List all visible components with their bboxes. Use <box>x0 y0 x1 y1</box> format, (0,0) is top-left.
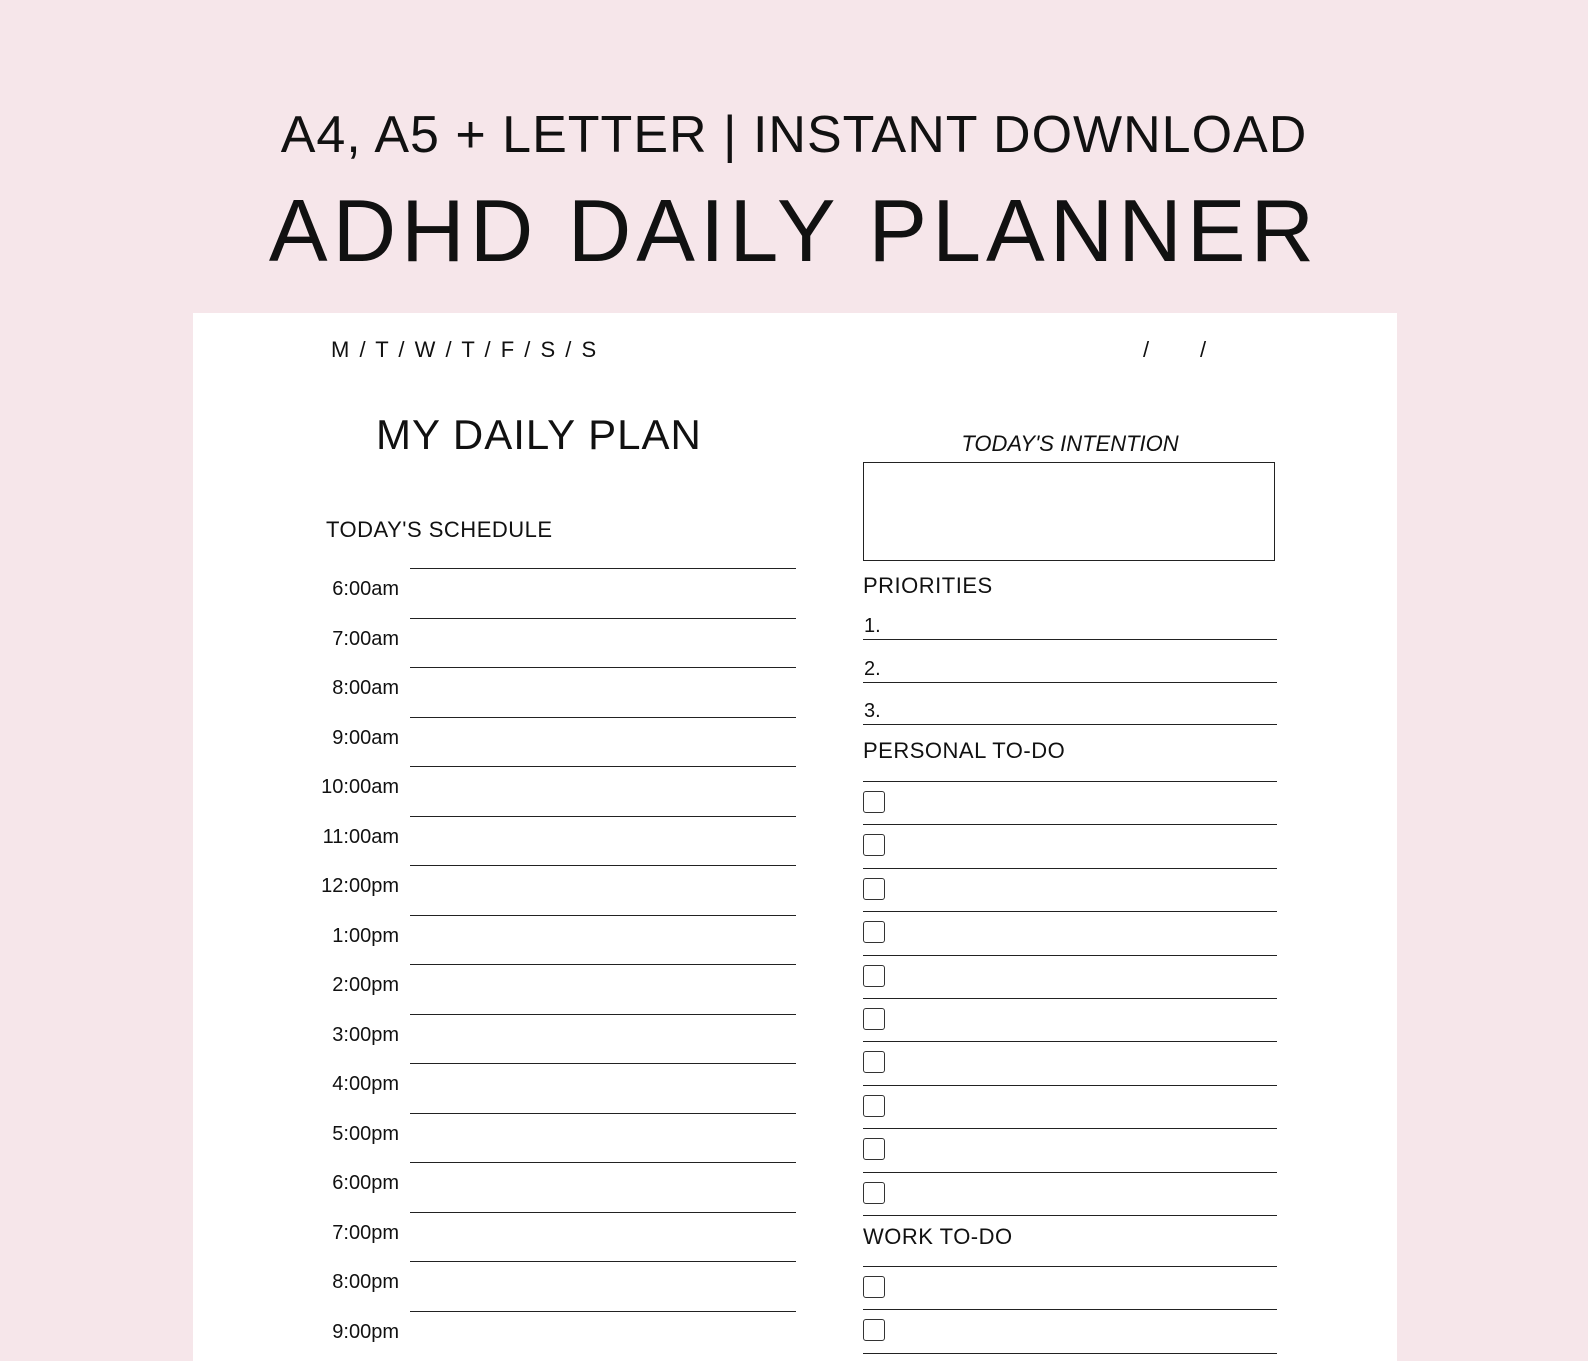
time-label: 4:00pm <box>332 1073 399 1095</box>
time-label: 8:00pm <box>332 1271 399 1293</box>
schedule-line[interactable] <box>410 717 796 718</box>
time-label: 9:00am <box>332 726 399 749</box>
priority-line[interactable] <box>863 724 1277 725</box>
todo-checkbox[interactable] <box>863 878 885 900</box>
schedule-line[interactable] <box>410 618 796 619</box>
time-label: 3:00pm <box>332 1023 399 1046</box>
todo-checkbox[interactable] <box>863 1182 885 1204</box>
priority-line[interactable] <box>863 682 1277 683</box>
todo-line[interactable] <box>863 1309 1277 1310</box>
todo-line[interactable] <box>863 998 1277 999</box>
intention-title: TODAY'S INTENTION <box>961 431 1179 456</box>
time-label: 6:00pm <box>332 1172 399 1194</box>
weekday-selector: M / T / W / T / F / S / S <box>331 337 599 362</box>
planner-sheet <box>193 313 1397 1361</box>
schedule-line[interactable] <box>410 816 796 817</box>
schedule-line[interactable] <box>410 1261 796 1262</box>
time-label: 5:00pm <box>332 1122 399 1145</box>
todo-line[interactable] <box>863 1172 1277 1173</box>
schedule-line[interactable] <box>410 766 796 767</box>
time-label: 12:00pm <box>321 875 399 897</box>
todo-checkbox[interactable] <box>863 791 885 813</box>
todo-line[interactable] <box>863 955 1277 956</box>
schedule-line[interactable] <box>410 568 796 569</box>
work-todo-title: WORK TO-DO <box>863 1224 1013 1249</box>
schedule-line[interactable] <box>410 915 796 916</box>
schedule-line[interactable] <box>410 964 796 965</box>
todo-line[interactable] <box>863 911 1277 912</box>
time-label: 11:00am <box>322 825 399 848</box>
product-title: ADHD DAILY PLANNER <box>268 181 1320 280</box>
schedule-line[interactable] <box>410 667 796 668</box>
time-label: 8:00am <box>332 677 399 699</box>
todo-line <box>863 1266 1277 1267</box>
todo-checkbox[interactable] <box>863 1319 885 1341</box>
todo-checkbox[interactable] <box>863 1095 885 1117</box>
schedule-line[interactable] <box>410 1063 796 1064</box>
intention-box[interactable] <box>863 462 1275 561</box>
time-label: 10:00am <box>321 776 399 798</box>
priority-number: 1. <box>864 615 881 637</box>
todo-checkbox[interactable] <box>863 921 885 943</box>
todo-checkbox[interactable] <box>863 1008 885 1030</box>
todo-line[interactable] <box>863 1041 1277 1042</box>
priority-number: 2. <box>864 658 881 680</box>
time-label: 7:00am <box>332 627 399 650</box>
todo-checkbox[interactable] <box>863 965 885 987</box>
todo-line[interactable] <box>863 1128 1277 1129</box>
todo-line[interactable] <box>863 1353 1277 1354</box>
todo-checkbox[interactable] <box>863 1138 885 1160</box>
todo-line[interactable] <box>863 824 1277 825</box>
schedule-line[interactable] <box>410 1212 796 1213</box>
todo-line[interactable] <box>863 868 1277 869</box>
time-label: 2:00pm <box>332 974 399 996</box>
time-label: 7:00pm <box>332 1221 399 1244</box>
time-label: 6:00am <box>332 578 399 600</box>
schedule-line[interactable] <box>410 865 796 866</box>
todo-checkbox[interactable] <box>863 1276 885 1298</box>
priorities-title: PRIORITIES <box>863 573 993 598</box>
personal-todo-title: PERSONAL TO-DO <box>863 738 1066 763</box>
schedule-line[interactable] <box>410 1162 796 1163</box>
priority-number: 3. <box>864 700 881 722</box>
priority-line[interactable] <box>863 639 1277 640</box>
todo-checkbox[interactable] <box>863 1051 885 1073</box>
todo-line[interactable] <box>863 1215 1277 1216</box>
date-separator-2: / <box>1200 337 1207 362</box>
todo-line <box>863 781 1277 782</box>
daily-plan-title: MY DAILY PLAN <box>376 411 702 458</box>
schedule-line[interactable] <box>410 1113 796 1114</box>
time-label: 1:00pm <box>332 924 399 947</box>
todo-line[interactable] <box>863 1085 1277 1086</box>
schedule-line[interactable] <box>410 1311 796 1312</box>
schedule-line[interactable] <box>410 1014 796 1015</box>
date-separator-1: / <box>1143 337 1150 362</box>
todo-checkbox[interactable] <box>863 834 885 856</box>
schedule-title: TODAY'S SCHEDULE <box>326 517 553 542</box>
time-label: 9:00pm <box>332 1320 399 1343</box>
product-subtitle: A4, A5 + LETTER | INSTANT DOWNLOAD <box>280 106 1308 164</box>
